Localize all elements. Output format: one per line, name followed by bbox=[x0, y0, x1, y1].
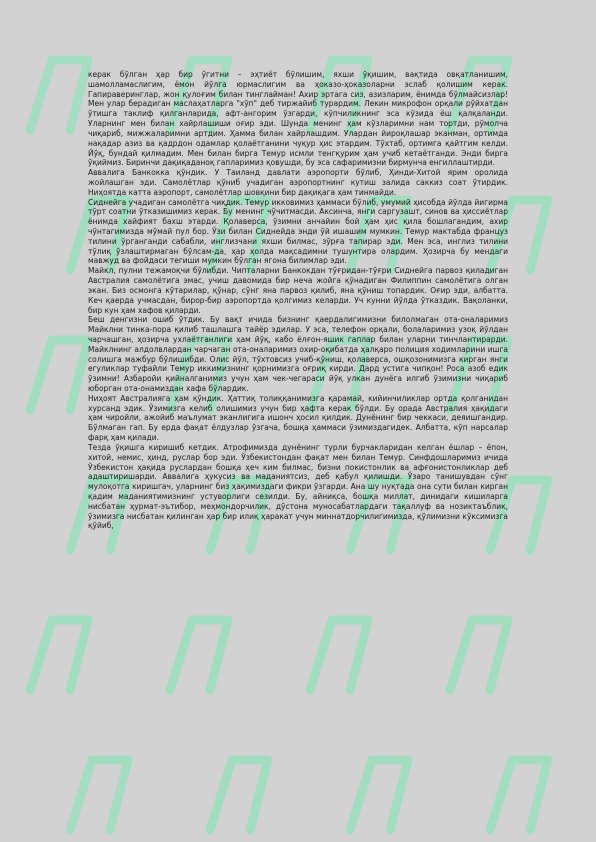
watermark-mark bbox=[310, 620, 368, 690]
paragraph: Тезда ўқишга киришиб кетдик. Атрофимизда дунёнинг турли бурчакларидан келган ёшлар – ёпон, хитой, немис, ҳинд, руслар бор эди. Ўзбекистондан фақат мен билан Темур. Синфдошларимиз ичида Ўзбекистон ҳақида руслардан бошқа ҳеч ким билмас, бизни покистонлик ва афғонистонликлар деб адаштиришарди. Аввалига ҳукусиз ва маданиятсиз, деб қабул қилишди. Ўзаро танишувдан сўнг мулоқотга киришгач, уларнинг биз ҳақимиздаги фикри ўзгарди. Ана шу нуқтада она сути билан кирган қадим маданиятимизнинг устуворлиги сезилди. Бу, айниқса, бошқа миллат, динидаги кишиларга нисбатан ҳурмат-эътибор, меҳмондорчилик, дўстона муносабатлардаги тақаллуф ва нозиктаъблик, ўзимизга нисбатан қилинган ҳар бир илиқ ҳаракат учун миннатдорчилигимизда, қўлимизни кўксимизга қўйиб, bbox=[88, 442, 508, 531]
watermark-mark bbox=[450, 620, 508, 690]
watermark-mark bbox=[70, 760, 128, 830]
paragraph: Беш денгизни ошиб ўтдик. Бу вақт ичида бизнинг қаердалигимизни билолмаган ота-оналаримиз Майклни тинка-пора қилиб ташлашга тайёр эдилар. У эса, телефон орқали, болаларимиз узоқ йўлдан чарчашган, ҳозирча ухлаётганлиги ҳам йўқ, кабо ёлғон-яшик гаплар билан уларни тинчлантирарди. Майклнинг алдолвлардан чарчаган ота-оналаримиз охир-оқибатда ҳалқаро полиция ходимларини ишга солишга мажбур бўлишибди. Олис йўл, тўхтовсиз учиб-қўниш, қолаверса, ошқозонимизга кирган янги егуликлар туфайли Темур иккимизнинг қорнимизга оғриқ кирди. Дард устига чипқон! Роса азоб едик ўзимни! Азбаройи қийналганимиз учун ҳам чек-чегараси йўқ улкан дунёга илгиб ўзимизни чиқариб юборган ота-онамиздан хафа бўлардик. bbox=[88, 315, 508, 393]
paragraph: Майкл, пулни тежамоқчи бўлибди. Чипталарни Банкокдан тўғридан-тўғри Сиднейга парвоз қиладиган Австралия самолётига эмас, учиш давомида бир неча жойга қўнадиган Филиппин самолётига олган экан. Биз осмонга кўтарилар, қўнар, сўнг яна парвоз қилиб, яна қўниш топардик. Оғир эди, албатта. Кеч қаерда учмасдан, бирор-бир аэропортда қолгимиз келарди. Уч кунни йўлда ўтказдик. Вақоланки, бир кун ҳам хафов қиларди. bbox=[88, 266, 508, 315]
watermark-mark bbox=[490, 760, 548, 830]
watermark-mark bbox=[30, 620, 88, 690]
watermark-mark bbox=[210, 760, 268, 830]
paragraph: Ниҳоят Австралияга ҳам қўндик. Ҳаттиқ толиққанимизга қарамай, кийинчиликлар ортда қолганидан хурсанд эдик. Ўзимизга келиб олишимиз учун бир ҳафта керак бўлди. Бу орада Австралия ҳақидаги ҳам чиройли, ажойиб маълумат эканлигига ишонч ҳосил қилдик. Дунёнинг бир чеккаси, деяишгандир. Бўлмаган гап. Бу ерда фақат ёлдузлар ўзгача, бошқа ҳаммаси ўзимиздагидек. Албатта, кўп нарсалар фарқ ҳам қилади. bbox=[88, 393, 508, 443]
paragraph: Сиднейга учадиган самолётга чиқдик. Темур икковимиз ҳаммаси бўлиб, умумий ҳисобда йўлда йигирма тўрт соатни ўтказишимиз керак. Бу менинг чўчитмасди. Аксинча, янги саргузашт, синов ва ҳиссиётлар ёнимда хайфият бахш этарди. Қолаверса, ўзимни анчайин бой ҳам ҳис қила бошлагандим, ахир чўнтагимизда мўмай пул бор. Ўзи билан Сиднейда энди ўй ишашим мумкин. Темур мактабда француз тилини ўрганганди сабабли, инглизчани яхши билмас, зўрға тапирар эди. Мен эса, инглиз тилини тўлиқ ўзлаштирмаган бўлсам-да, ҳар ҳолда мақсадимни тушунтира олардим. Ҳозирча бу мендаги мавжуд ва фойдаси тегиши мумкин бўлган ягона билимлар эди. bbox=[88, 197, 508, 266]
watermark-mark bbox=[30, 340, 88, 410]
watermark-mark bbox=[30, 60, 88, 130]
paragraph: Аввалига Банкокка қўндик. У Таиланд давлати аэропорти бўлиб, Ҳинди-Хитой ярим оролида жойлашган эди. Самолётлар қўниб учадиган аэропортнинг кутиш залида саккиз соат ўтирдик. Ниҳоятда катта аэропорт, самолётлар шовқини бир дақиқага ҳам тинмайди. bbox=[88, 168, 508, 197]
document-body bbox=[88, 70, 508, 531]
watermark-mark bbox=[350, 760, 408, 830]
watermark-mark bbox=[170, 620, 228, 690]
paragraph: керак бўлган ҳар бир ўгитни – эҳтиёт бўлишим, яхши ўқишим, вақтида овқатланишим, шамолламаслигим, ёмон йўлга юрмаслигим ва ҳоказо-ҳоказоларни эслаб қолишим керак. Гапираверинглар, жон қулоғим билан тинглайман! Ахир эртага сиз, азизларим, ёнимда бўлмайсизлар! Мен улар берадиган маслаҳатларга "хўп" деб тиржайиб турардим. Лекин микрофон орқали рўйхатдан ўтишга таклиф қилганларида, афт-ангорим ўзгарди, кўпчиликнинг эса кўзида ёш қалқаланди. Уларнинг мен билан хайрлашиши оғир эди. Шунда менинг ҳам кўзларимни нам тортди, рўмолча чиқариб, мижжаларимни артдим. Ҳамма билан хайрлашдим. Улардан йироқлашар эканман, ортимда нақадар азиз ва қадрдон одамлар қолаётганини чуқур ҳис этардим. Тўхтаб, ортимга қайтгим келди. Йўқ, бундай қилмадим. Мен билан бирга Темур исмли тенгқурим ҳам учиб кетаётганди. Энди бирга ўқиймиз. Биринчи дақиқаданоқ гапларимиз қовушди, бу эса сафаримизни бирмунча енгиллаштирди. bbox=[88, 70, 508, 168]
